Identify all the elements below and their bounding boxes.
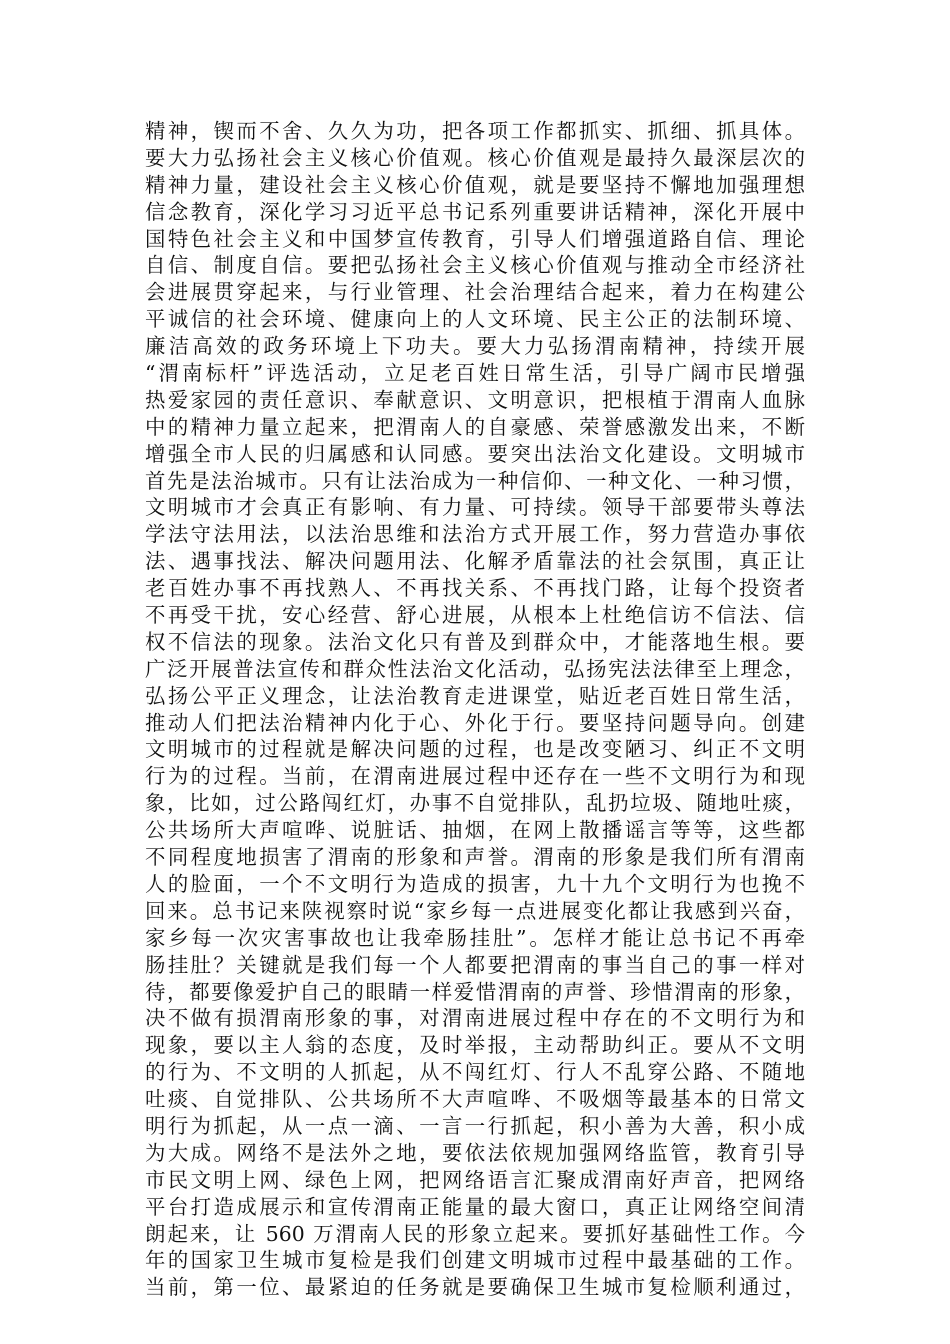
text-line: 弘扬公平正义理念，让法治教育走进课堂，贴近老百姓日常生活， bbox=[145, 683, 805, 708]
text-line: 行为的过程。当前，在渭南进展过程中还存在一些不文明行为和现 bbox=[145, 764, 805, 789]
text-line: 平诚信的社会环境、健康向上的人文环境、民主公正的法制环境、 bbox=[145, 307, 805, 332]
text-line: 要大力弘扬社会主义核心价值观。核心价值观是最持久最深层次的 bbox=[145, 145, 805, 170]
text-line: 推动人们把法治精神内化于心、外化于行。要坚持问题导向。创建 bbox=[145, 710, 805, 735]
text-line: 公共场所大声喧哗、说脏话、抽烟，在网上散播谣言等等，这些都 bbox=[145, 818, 805, 843]
text-line: 首先是法治城市。只有让法治成为一种信仰、一种文化、一种习惯， bbox=[145, 468, 805, 493]
text-line: 市民文明上网、绿色上网，把网络语言汇聚成渭南好声音，把网络 bbox=[145, 1167, 805, 1192]
text-line: 精神力量，建设社会主义核心价值观，就是要坚持不懈地加强理想 bbox=[145, 172, 805, 197]
text-line: 廉洁高效的政务环境上下功夫。要大力弘扬渭南精神，持续开展 bbox=[145, 334, 805, 359]
text-line: 会进展贯穿起来，与行业管理、社会治理结合起来，着力在构建公 bbox=[145, 280, 805, 305]
text-line: 中的精神力量立起来，把渭南人的自豪感、荣誉感激发出来，不断 bbox=[145, 414, 805, 439]
text-line: 年的国家卫生城市复检是我们创建文明城市过程中最基础的工作。 bbox=[145, 1248, 805, 1273]
text-line: 吐痰、自觉排队、公共场所不大声喧哗、不吸烟等最基本的日常文 bbox=[145, 1087, 805, 1112]
text-line: 待，都要像爱护自己的眼睛一样爱惜渭南的声誉、珍惜渭南的形象， bbox=[145, 979, 805, 1004]
text-line: 自信、制度自信。要把弘扬社会主义核心价值观与推动全市经济社 bbox=[145, 253, 805, 278]
text-line: 朗起来，让 560 万渭南人民的形象立起来。要抓好基础性工作。今 bbox=[145, 1221, 805, 1246]
text-line: 人的脸面，一个不文明行为造成的损害，九十九个文明行为也挽不 bbox=[145, 871, 805, 896]
text-line: 现象，要以主人翁的态度，及时举报，主动帮助纠正。要从不文明 bbox=[145, 1033, 805, 1058]
text-line: 决不做有损渭南形象的事，对渭南进展过程中存在的不文明行为和 bbox=[145, 1006, 805, 1031]
text-line: 文明城市的过程就是解决问题的过程，也是改变陋习、纠正不文明 bbox=[145, 737, 805, 762]
text-line: 老百姓办事不再找熟人、不再找关系、不再找门路，让每个投资者 bbox=[145, 576, 805, 601]
text-line: 家乡每一次灾害事故也让我牵肠挂肚”。怎样才能让总书记不再牵 bbox=[145, 925, 805, 950]
text-line: 增强全市人民的归属感和认同感。要突出法治文化建设。文明城市 bbox=[145, 441, 805, 466]
text-line: 法、遇事找法、解决问题用法、化解矛盾靠法的社会氛围，真正让 bbox=[145, 549, 805, 574]
text-line: 国特色社会主义和中国梦宣传教育，引导人们增强道路自信、理论 bbox=[145, 226, 805, 251]
text-line: 的行为、不文明的人抓起，从不闯红灯、行人不乱穿公路、不随地 bbox=[145, 1060, 805, 1085]
text-line: 学法守法用法，以法治思维和法治方式开展工作，努力营造办事依 bbox=[145, 522, 805, 547]
text-line: 明行为抓起，从一点一滴、一言一行抓起，积小善为大善，积小成 bbox=[145, 1113, 805, 1138]
text-line: 文明城市才会真正有影响、有力量、可持续。领导干部要带头尊法 bbox=[145, 495, 805, 520]
text-line: 平台打造成展示和宣传渭南正能量的最大窗口，真正让网络空间清 bbox=[145, 1194, 805, 1219]
text-line: 不同程度地损害了渭南的形象和声誉。渭南的形象是我们所有渭南 bbox=[145, 845, 805, 870]
text-line: 广泛开展普法宣传和群众性法治文化活动，弘扬宪法法律至上理念， bbox=[145, 656, 805, 681]
text-line: 权不信法的现象。法治文化只有普及到群众中，才能落地生根。要 bbox=[145, 629, 805, 654]
text-line: 热爱家园的责任意识、奉献意识、文明意识，把根植于渭南人血脉 bbox=[145, 387, 805, 412]
body-text bbox=[145, 118, 805, 1301]
text-line: 肠挂肚？关键就是我们每一个人都要把渭南的事当自己的事一样对 bbox=[145, 952, 805, 977]
text-line: 精神，锲而不舍、久久为功，把各项工作都抓实、抓细、抓具体。 bbox=[145, 119, 805, 143]
text-line: 为大成。网络不是法外之地，要依法依规加强网络监管，教育引导 bbox=[145, 1140, 805, 1165]
text-line: 象，比如，过公路闯红灯，办事不自觉排队，乱扔垃圾、随地吐痰， bbox=[145, 791, 805, 816]
text-line: 信念教育，深化学习习近平总书记系列重要讲话精神，深化开展中 bbox=[145, 199, 805, 224]
text-line: 不再受干扰，安心经营、舒心进展，从根本上杜绝信访不信法、信 bbox=[145, 603, 805, 628]
text-line: 当前，第一位、最紧迫的任务就是要确保卫生城市复检顺利通过， bbox=[145, 1275, 805, 1300]
text-line: 回来。总书记来陕视察时说“家乡每一点进展变化都让我感到兴奋， bbox=[145, 898, 805, 923]
text-line: “渭南标杆”评选活动，立足老百姓日常生活，引导广阔市民增强 bbox=[145, 361, 805, 386]
